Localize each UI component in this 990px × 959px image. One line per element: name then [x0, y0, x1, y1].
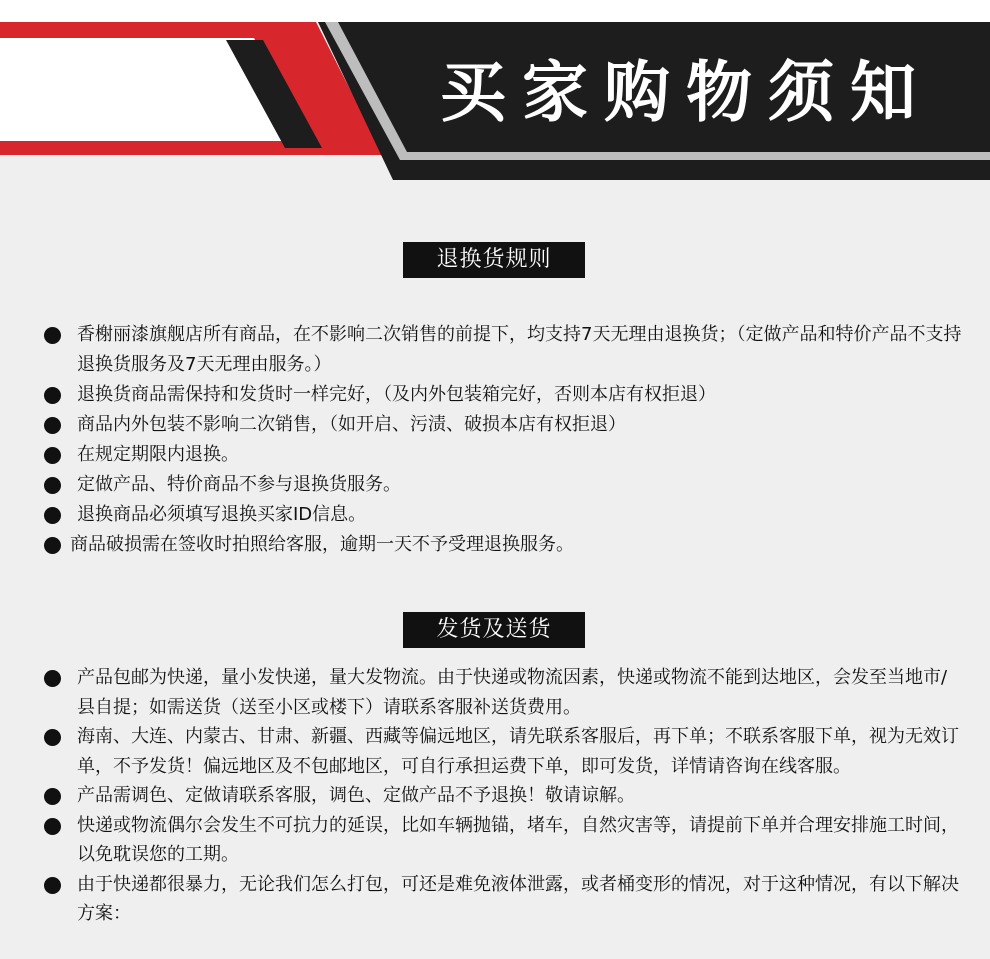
bullet-icon	[44, 818, 61, 835]
return-rules-list	[44, 320, 964, 560]
bullet-icon	[44, 417, 61, 434]
bullet-icon	[44, 670, 61, 687]
section-label-shipping: 发货及送货	[403, 612, 585, 648]
list-item: 定做产品、特价商品不参与退换货服务。	[44, 470, 964, 500]
list-item: 产品包邮为快递，量小发快递，量大发物流。由于快递或物流因素，快递或物流不能到达地区，会发至当地市/县自提；如需送货（送至小区或楼下）请联系客服补送货费用。	[44, 663, 964, 722]
list-item: 海南、大连、内蒙古、甘肃、新疆、西藏等偏远地区，请先联系客服后，再下单；不联系客服下单，视为无效订单，不予发货！偏远地区及不包邮地区，可自行承担运费下单，即可发货，详情请咨询在线客服。	[44, 722, 964, 781]
bullet-icon	[44, 387, 61, 404]
bullet-icon	[44, 877, 61, 894]
bullet-icon	[44, 729, 61, 746]
list-item: 商品内外包装不影响二次销售，（如开启、污渍、破损本店有权拒退）	[44, 410, 964, 440]
bullet-icon	[44, 537, 61, 554]
shipping-rules-list	[44, 663, 964, 929]
bullet-icon	[44, 327, 61, 344]
list-item: 退换商品必须填写退换买家ID信息。	[44, 500, 964, 530]
list-item: 快递或物流偶尔会发生不可抗力的延误，比如车辆抛锚，堵车，自然灾害等，请提前下单并合理安排施工时间，以免耽误您的工期。	[44, 811, 964, 870]
list-item: 香榭丽漆旗舰店所有商品，在不影响二次销售的前提下，均支持7天无理由退换货；（定做产品和特价产品不支持退换货服务及7天无理由服务。）	[44, 320, 964, 380]
bullet-icon	[44, 507, 61, 524]
list-item: 产品需调色、定做请联系客服，调色、定做产品不予退换！敬请谅解。	[44, 781, 964, 811]
bullet-icon	[44, 477, 61, 494]
bullet-icon	[44, 788, 61, 805]
list-item: 退换货商品需保持和发货时一样完好，（及内外包装箱完好，否则本店有权拒退）	[44, 380, 964, 410]
page-title: 买家购物须知	[440, 54, 932, 131]
list-item: 商品破损需在签收时拍照给客服，逾期一天不予受理退换服务。	[44, 530, 964, 560]
bullet-icon	[44, 447, 61, 464]
section-label-return-rules: 退换货规则	[403, 242, 585, 278]
list-item: 由于快递都很暴力，无论我们怎么打包，可还是难免液体泄露，或者桶变形的情况，对于这种情况，有以下解决方案：	[44, 870, 964, 929]
list-item: 在规定期限内退换。	[44, 440, 964, 470]
